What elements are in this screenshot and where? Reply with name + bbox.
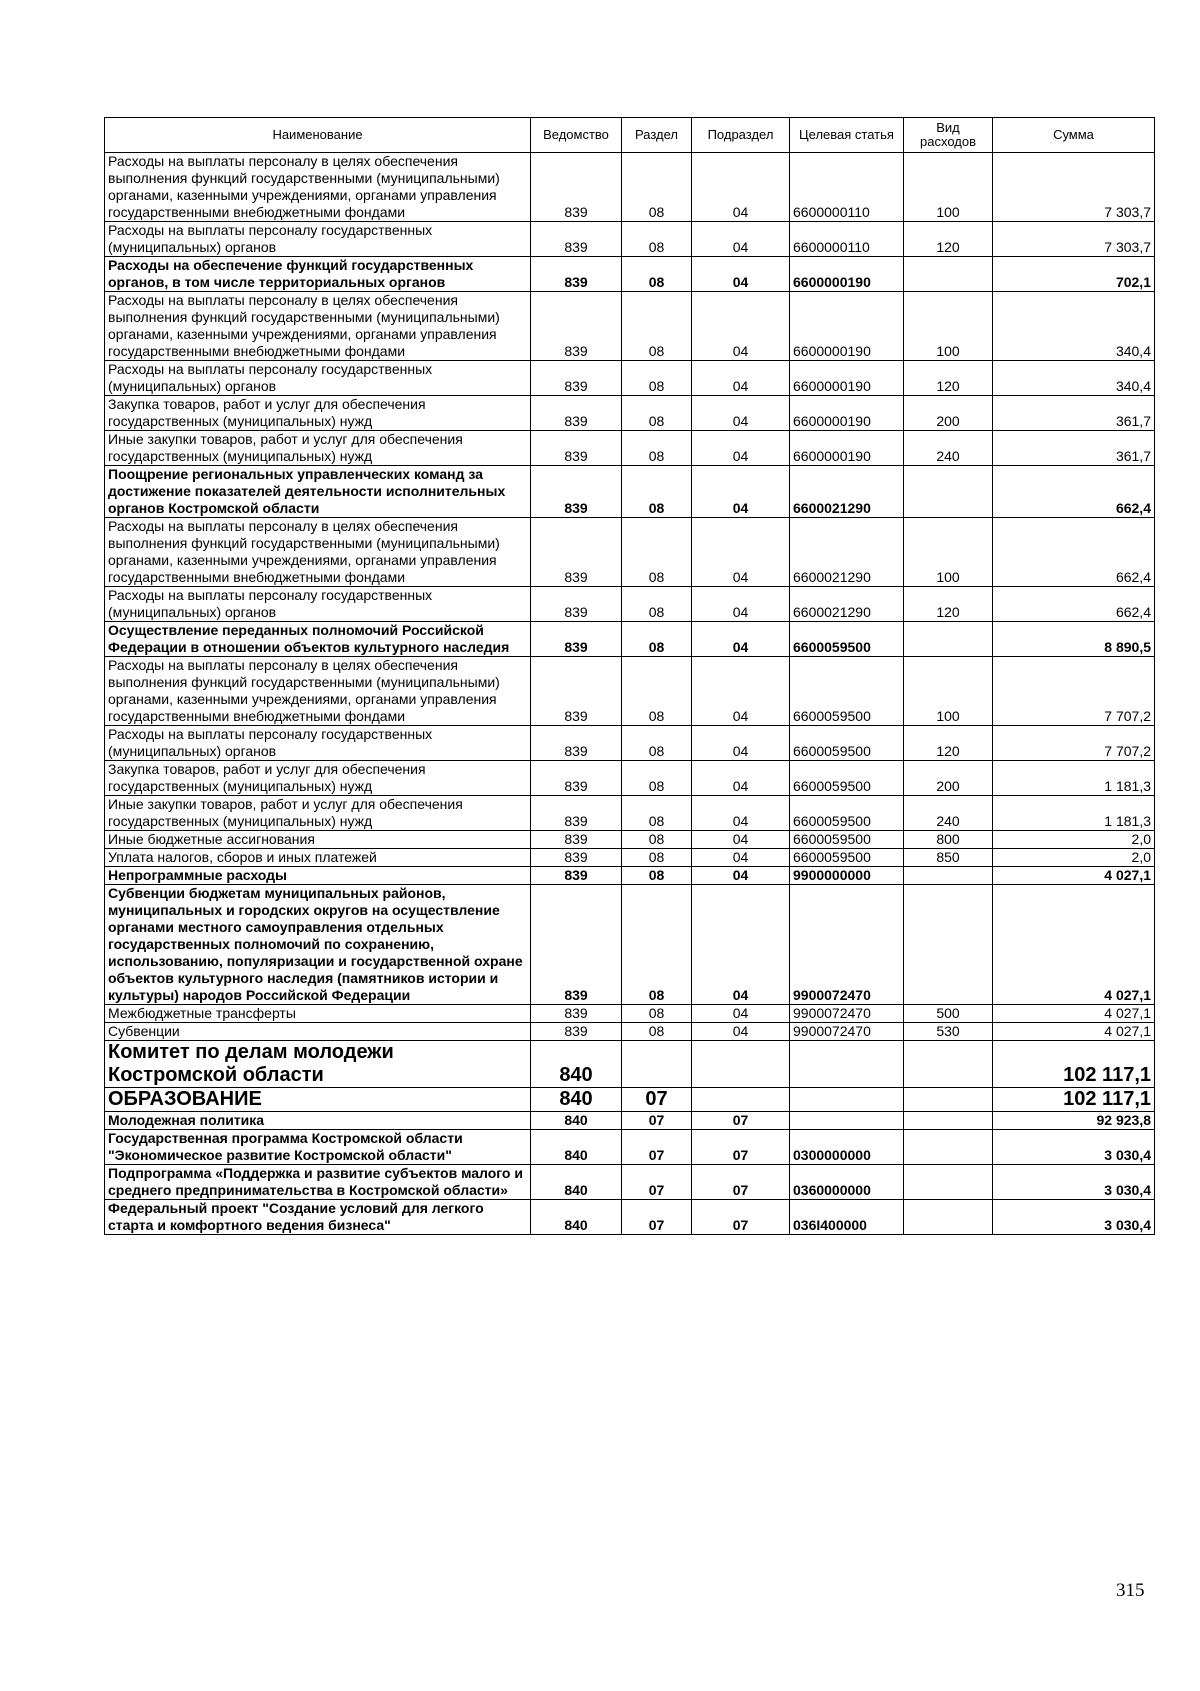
row-name: Государственная программа Костромской области "Экономическое развитие Костромской области" <box>105 1130 531 1165</box>
row-vedomstvo: 839 <box>531 657 622 726</box>
row-razdel: 08 <box>622 831 692 849</box>
row-celevaya-statya: 6600021290 <box>790 518 904 587</box>
row-vid-rashodov <box>904 1088 993 1112</box>
row-summa: 4 027,1 <box>993 867 1155 885</box>
row-celevaya-statya: 6600059500 <box>790 796 904 831</box>
row-vid-rashodov: 850 <box>904 849 993 867</box>
table-row <box>105 292 1155 361</box>
row-celevaya-statya: 6600059500 <box>790 657 904 726</box>
row-vedomstvo: 839 <box>531 1005 622 1023</box>
row-vedomstvo: 839 <box>531 222 622 257</box>
row-vid-rashodov: 240 <box>904 796 993 831</box>
row-name: Закупка товаров, работ и услуг для обеспечения государственных (муниципальных) нужд <box>105 761 531 796</box>
header-summa: Сумма <box>993 118 1155 153</box>
row-vedomstvo: 839 <box>531 1023 622 1041</box>
row-podrazdel: 04 <box>692 396 790 431</box>
row-razdel: 08 <box>622 622 692 657</box>
row-name: Иные бюджетные ассигнования <box>105 831 531 849</box>
row-razdel: 08 <box>622 657 692 726</box>
row-vid-rashodov <box>904 885 993 1005</box>
row-vid-rashodov: 240 <box>904 431 993 466</box>
table-row <box>105 466 1155 518</box>
table-row <box>105 587 1155 622</box>
row-vid-rashodov: 800 <box>904 831 993 849</box>
row-name: Осуществление переданных полномочий Российской Федерации в отношении объектов культурного наследия <box>105 622 531 657</box>
row-vid-rashodov: 200 <box>904 761 993 796</box>
row-podrazdel: 04 <box>692 361 790 396</box>
row-vid-rashodov: 120 <box>904 361 993 396</box>
row-name: Субвенции <box>105 1023 531 1041</box>
table-row <box>105 1005 1155 1023</box>
row-vid-rashodov <box>904 257 993 292</box>
row-podrazdel: 07 <box>692 1165 790 1200</box>
row-vedomstvo: 840 <box>531 1130 622 1165</box>
row-celevaya-statya: 6600000190 <box>790 396 904 431</box>
row-razdel: 08 <box>622 849 692 867</box>
row-name: Уплата налогов, сборов и иных платежей <box>105 849 531 867</box>
row-summa: 3 030,4 <box>993 1130 1155 1165</box>
table-row <box>105 1023 1155 1041</box>
row-name: Расходы на выплаты персоналу государственных (муниципальных) органов <box>105 587 531 622</box>
row-podrazdel: 04 <box>692 622 790 657</box>
row-podrazdel: 04 <box>692 657 790 726</box>
row-vid-rashodov <box>904 1041 993 1088</box>
row-podrazdel: 04 <box>692 796 790 831</box>
row-razdel: 07 <box>622 1165 692 1200</box>
header-name: Наименование <box>105 118 531 153</box>
row-razdel: 08 <box>622 361 692 396</box>
row-razdel: 08 <box>622 867 692 885</box>
table-row <box>105 396 1155 431</box>
row-podrazdel: 04 <box>692 1023 790 1041</box>
row-name: Иные закупки товаров, работ и услуг для обеспечения государственных (муниципальных) нужд <box>105 431 531 466</box>
table-row <box>105 222 1155 257</box>
row-podrazdel: 07 <box>692 1200 790 1235</box>
row-name: Закупка товаров, работ и услуг для обеспечения государственных (муниципальных) нужд <box>105 396 531 431</box>
table-row <box>105 431 1155 466</box>
row-celevaya-statya <box>790 1041 904 1088</box>
header-vid-rashodov: Вид расходов <box>904 118 993 153</box>
row-name: Иные закупки товаров, работ и услуг для обеспечения государственных (муниципальных) нужд <box>105 796 531 831</box>
row-summa: 340,4 <box>993 361 1155 396</box>
row-name: ОБРАЗОВАНИЕ <box>105 1088 531 1112</box>
row-name: Комитет по делам молодежи Костромской области <box>105 1041 531 1088</box>
row-vid-rashodov: 200 <box>904 396 993 431</box>
row-celevaya-statya: 6600000190 <box>790 257 904 292</box>
row-summa: 7 707,2 <box>993 726 1155 761</box>
header-celevaya-statya: Целевая статья <box>790 118 904 153</box>
budget-sheet <box>104 117 1154 1235</box>
header-vedomstvo: Ведомство <box>531 118 622 153</box>
row-razdel: 07 <box>622 1088 692 1112</box>
table-row <box>105 726 1155 761</box>
row-vid-rashodov: 100 <box>904 292 993 361</box>
table-row <box>105 1041 1155 1088</box>
row-podrazdel: 04 <box>692 222 790 257</box>
table-row <box>105 622 1155 657</box>
row-vid-rashodov <box>904 466 993 518</box>
row-podrazdel: 04 <box>692 518 790 587</box>
header-row <box>105 118 1155 153</box>
row-summa: 1 181,3 <box>993 761 1155 796</box>
row-celevaya-statya <box>790 1112 904 1130</box>
row-razdel: 08 <box>622 431 692 466</box>
row-celevaya-statya: 036I400000 <box>790 1200 904 1235</box>
row-podrazdel: 04 <box>692 761 790 796</box>
row-celevaya-statya <box>790 1088 904 1112</box>
table-row <box>105 1200 1155 1235</box>
row-vid-rashodov: 100 <box>904 153 993 222</box>
row-vedomstvo: 840 <box>531 1088 622 1112</box>
row-celevaya-statya: 9900072470 <box>790 885 904 1005</box>
row-vedomstvo: 839 <box>531 587 622 622</box>
row-summa: 3 030,4 <box>993 1165 1155 1200</box>
row-vid-rashodov: 120 <box>904 222 993 257</box>
row-summa: 662,4 <box>993 466 1155 518</box>
row-podrazdel: 04 <box>692 153 790 222</box>
row-vid-rashodov: 500 <box>904 1005 993 1023</box>
row-vid-rashodov <box>904 1200 993 1235</box>
table-row <box>105 761 1155 796</box>
row-vedomstvo: 839 <box>531 361 622 396</box>
row-razdel: 08 <box>622 587 692 622</box>
row-vedomstvo: 840 <box>531 1165 622 1200</box>
row-vid-rashodov: 100 <box>904 518 993 587</box>
row-vedomstvo: 839 <box>531 466 622 518</box>
row-celevaya-statya: 6600021290 <box>790 587 904 622</box>
row-podrazdel: 04 <box>692 431 790 466</box>
row-razdel: 08 <box>622 222 692 257</box>
header-podrazdel: Подраздел <box>692 118 790 153</box>
row-podrazdel: 04 <box>692 867 790 885</box>
row-name: Субвенции бюджетам муниципальных районов, муниципальных и городских округов на осуществление органами местного самоуправления отдельных государственных полномочий по сохранению, использованию, популяризации и государственной охране объектов культурного наследия (памятников истории и культуры) народов Российской Федерации <box>105 885 531 1005</box>
row-summa: 4 027,1 <box>993 1023 1155 1041</box>
row-razdel: 08 <box>622 885 692 1005</box>
row-podrazdel: 04 <box>692 831 790 849</box>
row-podrazdel: 04 <box>692 885 790 1005</box>
row-vid-rashodov: 100 <box>904 657 993 726</box>
row-summa: 7 707,2 <box>993 657 1155 726</box>
row-vedomstvo: 839 <box>531 885 622 1005</box>
row-vid-rashodov: 530 <box>904 1023 993 1041</box>
row-celevaya-statya: 0360000000 <box>790 1165 904 1200</box>
row-celevaya-statya: 6600000190 <box>790 292 904 361</box>
row-celevaya-statya: 9900072470 <box>790 1023 904 1041</box>
row-celevaya-statya: 9900000000 <box>790 867 904 885</box>
table-row <box>105 1088 1155 1112</box>
row-name: Подпрограмма «Поддержка и развитие субъектов малого и среднего предпринимательства в Костромской области» <box>105 1165 531 1200</box>
table-row <box>105 153 1155 222</box>
row-summa: 361,7 <box>993 431 1155 466</box>
row-vedomstvo: 839 <box>531 153 622 222</box>
row-summa: 662,4 <box>993 587 1155 622</box>
row-podrazdel: 04 <box>692 1005 790 1023</box>
row-vid-rashodov <box>904 867 993 885</box>
row-celevaya-statya: 0300000000 <box>790 1130 904 1165</box>
table-body <box>105 153 1155 1235</box>
row-podrazdel: 07 <box>692 1130 790 1165</box>
row-celevaya-statya: 6600021290 <box>790 466 904 518</box>
table-row <box>105 867 1155 885</box>
row-summa: 102 117,1 <box>993 1088 1155 1112</box>
row-vedomstvo: 839 <box>531 257 622 292</box>
page-number: 315 <box>1116 1580 1145 1601</box>
row-vedomstvo: 839 <box>531 518 622 587</box>
row-vedomstvo: 839 <box>531 396 622 431</box>
row-podrazdel: 04 <box>692 726 790 761</box>
row-podrazdel: 04 <box>692 292 790 361</box>
row-razdel: 08 <box>622 726 692 761</box>
row-vedomstvo: 839 <box>531 849 622 867</box>
row-vedomstvo: 839 <box>531 726 622 761</box>
row-name: Федеральный проект "Создание условий для легкого старта и комфортного ведения бизнеса" <box>105 1200 531 1235</box>
row-celevaya-statya: 6600059500 <box>790 831 904 849</box>
row-razdel: 08 <box>622 1023 692 1041</box>
row-vedomstvo: 839 <box>531 431 622 466</box>
row-vedomstvo: 839 <box>531 622 622 657</box>
row-celevaya-statya: 6600000190 <box>790 361 904 396</box>
row-name: Расходы на выплаты персоналу в целях обеспечения выполнения функций государственными (муниципальными) органами, казенными учреждениями, органами управления государственными внебюджетными фондами <box>105 292 531 361</box>
row-razdel: 08 <box>622 466 692 518</box>
row-summa: 7 303,7 <box>993 222 1155 257</box>
row-name: Межбюджетные трансферты <box>105 1005 531 1023</box>
table-row <box>105 257 1155 292</box>
row-summa: 7 303,7 <box>993 153 1155 222</box>
row-podrazdel: 04 <box>692 257 790 292</box>
row-podrazdel <box>692 1088 790 1112</box>
row-razdel: 08 <box>622 1005 692 1023</box>
row-celevaya-statya: 6600000110 <box>790 153 904 222</box>
row-vedomstvo: 840 <box>531 1041 622 1088</box>
table-row <box>105 657 1155 726</box>
row-celevaya-statya: 6600000110 <box>790 222 904 257</box>
row-summa: 8 890,5 <box>993 622 1155 657</box>
row-celevaya-statya: 9900072470 <box>790 1005 904 1023</box>
row-name: Расходы на выплаты персоналу государственных (муниципальных) органов <box>105 726 531 761</box>
table-row <box>105 518 1155 587</box>
row-razdel: 08 <box>622 796 692 831</box>
row-podrazdel: 04 <box>692 466 790 518</box>
row-summa: 4 027,1 <box>993 885 1155 1005</box>
row-razdel: 07 <box>622 1112 692 1130</box>
row-vid-rashodov <box>904 1130 993 1165</box>
table-row <box>105 361 1155 396</box>
row-summa: 102 117,1 <box>993 1041 1155 1088</box>
row-summa: 4 027,1 <box>993 1005 1155 1023</box>
row-podrazdel: 04 <box>692 849 790 867</box>
row-vid-rashodov: 120 <box>904 587 993 622</box>
row-razdel: 08 <box>622 292 692 361</box>
row-vid-rashodov: 120 <box>904 726 993 761</box>
row-summa: 340,4 <box>993 292 1155 361</box>
row-razdel <box>622 1041 692 1088</box>
table-row <box>105 1165 1155 1200</box>
row-celevaya-statya: 6600059500 <box>790 622 904 657</box>
row-razdel: 07 <box>622 1130 692 1165</box>
table-row <box>105 885 1155 1005</box>
row-razdel: 07 <box>622 1200 692 1235</box>
row-name: Молодежная политика <box>105 1112 531 1130</box>
table-row <box>105 1112 1155 1130</box>
row-summa: 662,4 <box>993 518 1155 587</box>
row-summa: 92 923,8 <box>993 1112 1155 1130</box>
row-razdel: 08 <box>622 396 692 431</box>
row-podrazdel: 04 <box>692 587 790 622</box>
row-summa: 702,1 <box>993 257 1155 292</box>
row-summa: 1 181,3 <box>993 796 1155 831</box>
table-row <box>105 831 1155 849</box>
row-name: Расходы на обеспечение функций государственных органов, в том числе территориальных органов <box>105 257 531 292</box>
row-vedomstvo: 839 <box>531 292 622 361</box>
row-name: Непрограммные расходы <box>105 867 531 885</box>
row-vedomstvo: 839 <box>531 796 622 831</box>
row-podrazdel <box>692 1041 790 1088</box>
row-vid-rashodov <box>904 1112 993 1130</box>
row-summa: 2,0 <box>993 831 1155 849</box>
row-vedomstvo: 840 <box>531 1200 622 1235</box>
table-row <box>105 1130 1155 1165</box>
row-name: Расходы на выплаты персоналу в целях обеспечения выполнения функций государственными (муниципальными) органами, казенными учреждениями, органами управления государственными внебюджетными фондами <box>105 153 531 222</box>
row-razdel: 08 <box>622 518 692 587</box>
row-summa: 2,0 <box>993 849 1155 867</box>
header-razdel: Раздел <box>622 118 692 153</box>
row-vedomstvo: 839 <box>531 831 622 849</box>
table-row <box>105 796 1155 831</box>
row-name: Расходы на выплаты персоналу в целях обеспечения выполнения функций государственными (муниципальными) органами, казенными учреждениями, органами управления государственными внебюджетными фондами <box>105 657 531 726</box>
row-name: Расходы на выплаты персоналу государственных (муниципальных) органов <box>105 361 531 396</box>
row-summa: 361,7 <box>993 396 1155 431</box>
row-celevaya-statya: 6600059500 <box>790 726 904 761</box>
table-row <box>105 849 1155 867</box>
row-name: Поощрение региональных управленческих команд за достижение показателей деятельности исполнительных органов Костромской области <box>105 466 531 518</box>
row-podrazdel: 07 <box>692 1112 790 1130</box>
row-razdel: 08 <box>622 153 692 222</box>
budget-table <box>104 117 1155 1235</box>
row-summa: 3 030,4 <box>993 1200 1155 1235</box>
row-vedomstvo: 839 <box>531 761 622 796</box>
row-vid-rashodov <box>904 622 993 657</box>
row-razdel: 08 <box>622 257 692 292</box>
row-name: Расходы на выплаты персоналу государственных (муниципальных) органов <box>105 222 531 257</box>
row-vid-rashodov <box>904 1165 993 1200</box>
row-vedomstvo: 840 <box>531 1112 622 1130</box>
row-celevaya-statya: 6600059500 <box>790 761 904 796</box>
row-name: Расходы на выплаты персоналу в целях обеспечения выполнения функций государственными (муниципальными) органами, казенными учреждениями, органами управления государственными внебюджетными фондами <box>105 518 531 587</box>
row-razdel: 08 <box>622 761 692 796</box>
row-vedomstvo: 839 <box>531 867 622 885</box>
row-celevaya-statya: 6600059500 <box>790 849 904 867</box>
row-celevaya-statya: 6600000190 <box>790 431 904 466</box>
